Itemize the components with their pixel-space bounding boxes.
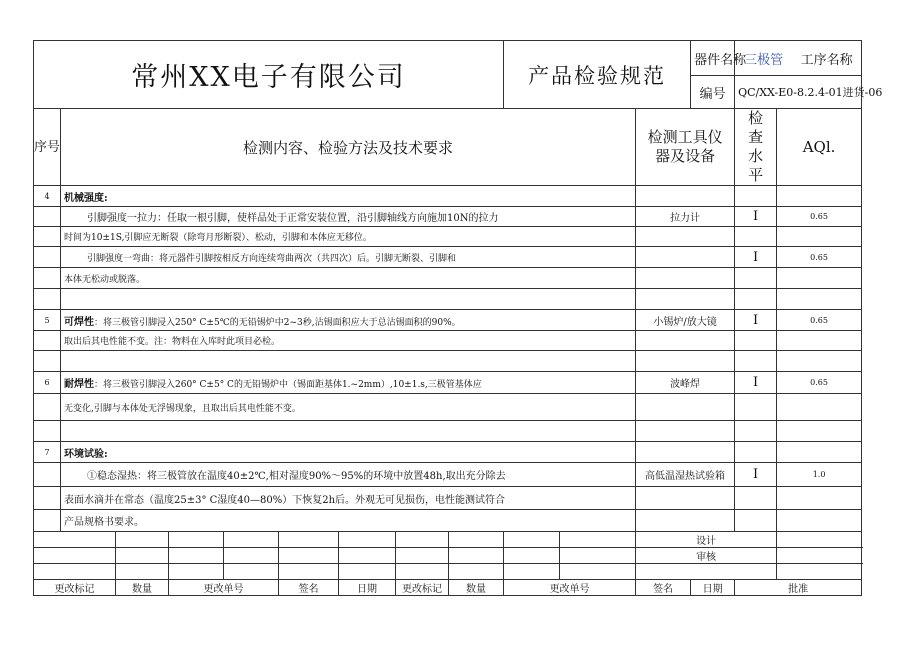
col-seq: 序号 bbox=[34, 109, 61, 186]
change-mark-label-2: 更改标记 bbox=[396, 580, 449, 596]
damp-heat-tool: 高低温湿热试验箱 bbox=[636, 463, 735, 487]
section-7-title: 环境试验: bbox=[61, 442, 636, 463]
change-no-label-1: 更改单号 bbox=[169, 580, 279, 596]
date-label-2: 日期 bbox=[691, 580, 735, 596]
damp-heat-text-2: 表面水滴并在常态（温度25±3° C湿度40—80%）下恢复2h后。外观无可见损伤，电性能测试符合 bbox=[61, 487, 636, 510]
part-name: 三极管 bbox=[744, 52, 784, 68]
section-4-no: 4 bbox=[34, 186, 61, 207]
part-process-cell bbox=[735, 41, 862, 76]
damp-heat-level: I bbox=[735, 463, 777, 487]
col-aql: AQl. bbox=[777, 109, 862, 186]
damp-heat-text-3: 产品规格书要求。 bbox=[61, 510, 636, 532]
qty-label-1: 数量 bbox=[116, 580, 169, 596]
pull-tool: 拉力计 bbox=[636, 207, 735, 227]
solder-resistance-level: I bbox=[735, 372, 777, 394]
bend-level: I bbox=[735, 247, 777, 268]
solderability-desc: ：将三极管引脚浸入250° C±5℃的无铅锡炉中2~3秒,沾锡面积应大于总沾锡面积的90%。 bbox=[94, 317, 461, 328]
code-label: 编号 bbox=[691, 76, 735, 109]
approve-label: 批准 bbox=[735, 580, 862, 596]
review-label: 审核 bbox=[636, 548, 777, 564]
solder-resistance-label: 耐焊性 bbox=[64, 379, 94, 390]
pull-strength-text: 引脚强度一拉力：任取一根引脚，使样品处于正常安装位置，沿引脚轴线方向施加10N的拉力 bbox=[61, 207, 636, 227]
solderability-tool: 小锡炉/放大镜 bbox=[636, 310, 735, 331]
solderability-label: 可焊性 bbox=[64, 316, 94, 328]
pull-level: I bbox=[735, 207, 777, 227]
damp-heat-aql: 1.0 bbox=[777, 463, 862, 487]
part-name-label: 器件名称 bbox=[691, 41, 735, 76]
col-level: 检查水平 bbox=[735, 109, 777, 186]
sign-label-1: 签名 bbox=[279, 580, 339, 596]
section-5-no: 5 bbox=[34, 310, 61, 331]
process-label: 工序名称 bbox=[800, 52, 853, 68]
qty-label-2: 数量 bbox=[449, 580, 504, 596]
solderability-level: I bbox=[735, 310, 777, 331]
solderability-text bbox=[61, 310, 636, 331]
damp-heat-text: ①稳态湿热：将三极管放在温度40±2℃,相对湿度90%～95%的环境中放置48h,取出充分除去 bbox=[61, 463, 636, 487]
document-code: QC/XX-E0-8.2.4-01进货-06 bbox=[735, 76, 862, 109]
inspection-spec-table bbox=[33, 40, 883, 596]
sign-label-2: 签名 bbox=[636, 580, 691, 596]
pull-strength-text-2: 时间为10±1S,引脚应无断裂（除弯月形断裂）、松动，引脚和本体应无移位。 bbox=[61, 227, 636, 247]
change-no-label-2: 更改单号 bbox=[504, 580, 636, 596]
section-7-no: 7 bbox=[34, 442, 61, 463]
bend-strength-text-2: 本体无松动或脱落。 bbox=[61, 268, 636, 289]
date-label-1: 日期 bbox=[339, 580, 396, 596]
change-mark-label-1: 更改标记 bbox=[34, 580, 116, 596]
col-tools: 检测工具仪器及设备 bbox=[636, 109, 735, 186]
solder-resistance-aql: 0.65 bbox=[777, 372, 862, 394]
section-4-title: 机械强度: bbox=[61, 186, 636, 207]
bend-strength-text: 引脚强度一弯曲：将元器件引脚按相反方向连续弯曲两次（共四次）后。引脚无断裂、引脚和 bbox=[61, 247, 636, 268]
solder-resistance-text bbox=[61, 372, 636, 394]
bend-aql: 0.65 bbox=[777, 247, 862, 268]
section-6-no: 6 bbox=[34, 372, 61, 394]
col-content: 检测内容、检验方法及技术要求 bbox=[61, 109, 636, 186]
design-label: 设计 bbox=[636, 532, 777, 548]
company-name: 常州XX电子有限公司 bbox=[34, 41, 504, 109]
solder-resistance-text-2: 无变化,引脚与本体处无浮锡现象，且取出后其电性能不变。 bbox=[61, 394, 636, 421]
solder-resistance-tool: 波峰焊 bbox=[636, 372, 735, 394]
solder-resistance-desc: ：将三极管引脚浸入260° C±5° C的无铅锡炉中（锡面距基体1.~2mm）,10±1.s,三极管基体应 bbox=[94, 380, 482, 390]
pull-aql: 0.65 bbox=[777, 207, 862, 227]
solderability-aql: 0.65 bbox=[777, 310, 862, 331]
solderability-text-2: 取出后其电性能不变。注：物料在入库时此项目必检。 bbox=[61, 331, 636, 351]
spec-title: 产品检验规范 bbox=[504, 41, 691, 109]
